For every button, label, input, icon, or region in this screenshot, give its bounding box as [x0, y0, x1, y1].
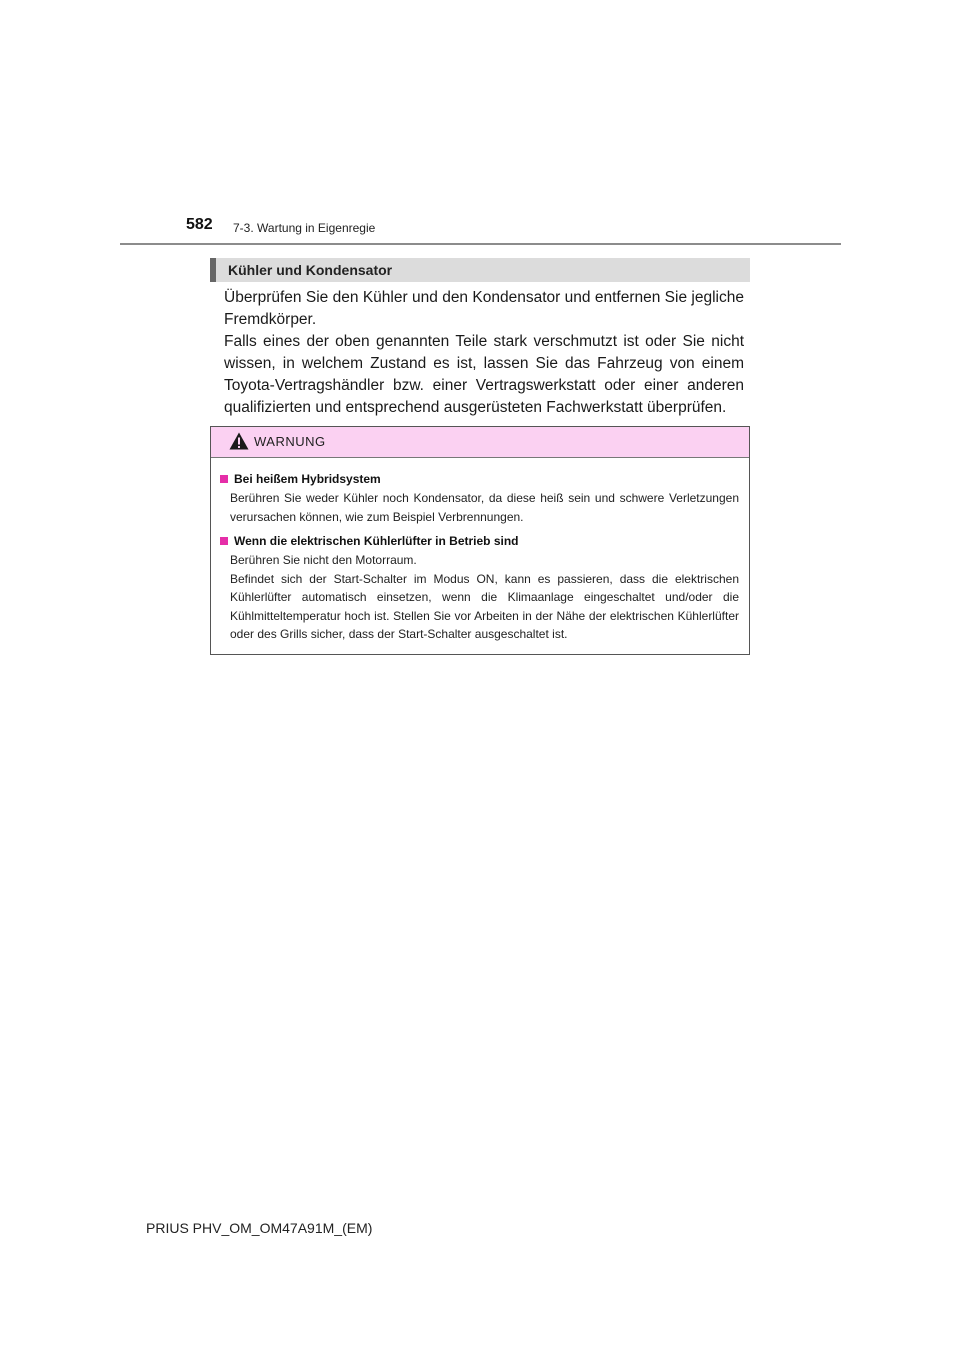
warning-item: [220, 471, 739, 526]
warning-body: [211, 458, 749, 644]
warning-item-heading: Bei heißem Hybridsystem: [234, 472, 381, 486]
section-label: 7-3. Wartung in Eigenregie: [233, 221, 376, 235]
warning-label: WARNUNG: [254, 434, 326, 449]
square-bullet-icon: [220, 475, 228, 483]
warning-item-text: Berühren Sie weder Kühler noch Kondensator, da diese heiß sein und schwere Verletzungen verursachen können, wie zum Beispiel Verbrennungen.: [230, 491, 739, 524]
body-paragraph: Falls eines der oben genannten Teile stark verschmutzt ist oder Sie nicht wissen, in welchem Zustand es ist, lassen Sie das Fahrzeug von einem Toyota-Vertragshändler bzw. einer Vertragswerkstatt oder einer anderen qualifizierten und entsprechend ausgerüsteten Fachwerkstatt überprüfen.: [224, 333, 744, 416]
header-divider: [120, 243, 841, 245]
warning-item: [220, 533, 739, 644]
warning-header: [211, 427, 749, 458]
warning-box: [210, 426, 750, 655]
square-bullet-icon: [220, 537, 228, 545]
warning-item-text: Berühren Sie nicht den Motorraum.: [230, 553, 417, 567]
body-paragraph: Überprüfen Sie den Kühler und den Kondensator und entfernen Sie jegliche Fremdkörper.: [224, 289, 744, 328]
warning-triangle-icon: [229, 432, 249, 450]
warning-item-heading: Wenn die elektrischen Kühlerlüfter in Betrieb sind: [234, 534, 519, 548]
page-number: 582: [186, 216, 213, 233]
subsection-header: [210, 258, 750, 282]
document-code: PRIUS PHV_OM_OM47A91M_(EM): [146, 1220, 373, 1236]
subsection-title: Kühler und Kondensator: [228, 262, 393, 278]
body-text: [224, 287, 744, 419]
warning-item-text: Befindet sich der Start-Schalter im Modus ON, kann es passieren, dass die elektrischen Kühlerlüfter automatisch einsetzen, wenn die Klimaanlage eingeschaltet und/oder die Kühlmitteltemperatur hoch ist. Stellen Sie vor Arbeiten in der Nähe der elektrischen Kühlerlüfter oder des Grills sicher, dass der Start-Schalter ausgeschaltet ist.: [230, 571, 739, 641]
